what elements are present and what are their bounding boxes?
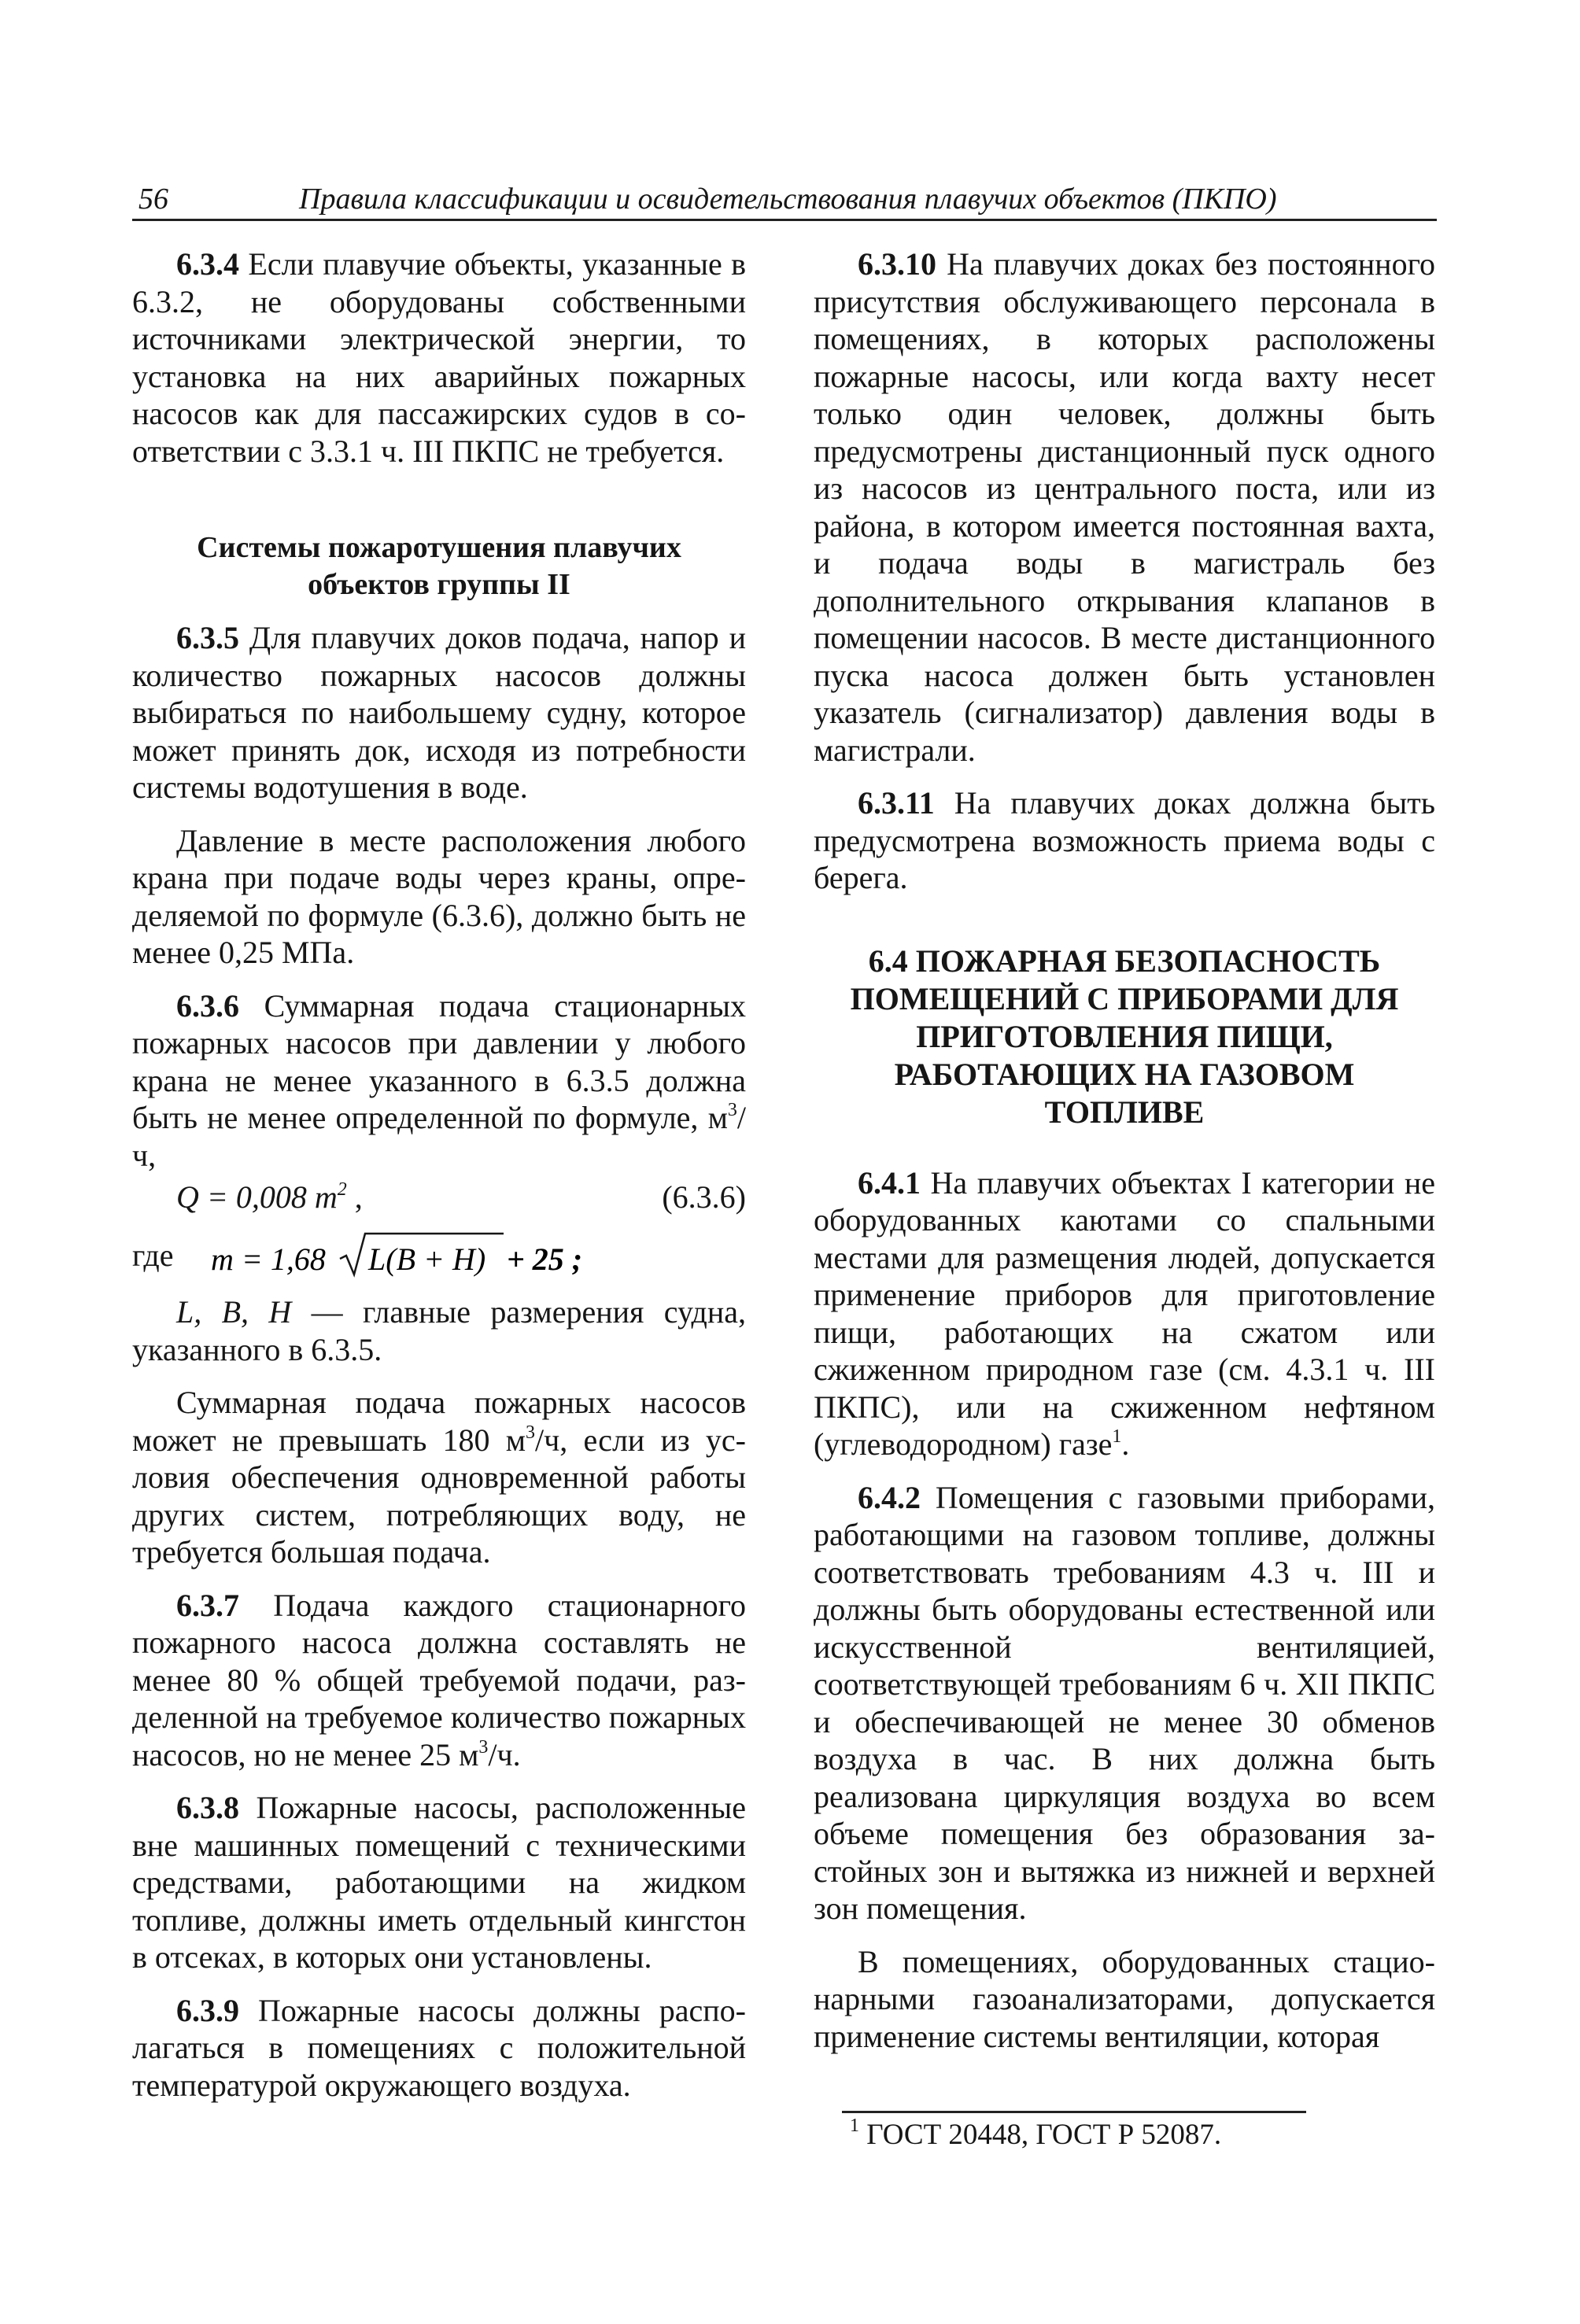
paragraph-6-3-5 — [132, 619, 746, 806]
dimension-vars: L, B, H — [176, 1294, 292, 1330]
subsection-heading: Системы пожаротушения плавучих объектов группы II — [197, 531, 681, 601]
formula-number: (6.3.6) — [662, 1179, 746, 1215]
superscript: 3 — [526, 1422, 536, 1443]
paragraph-6-3-6 — [132, 987, 746, 1175]
paragraph-6-3-9 — [132, 1992, 746, 2105]
paragraph-text: Суммарная подача пожарных насосов может не превышать 180 м — [132, 1385, 746, 1458]
clause-number: 6.3.10 — [858, 246, 936, 282]
section-heading-6-4: 6.4 ПОЖАРНАЯ БЕЗОПАСНОСТЬ ПОМЕЩЕНИЙ С ПРИБОРАМИ ДЛЯ ПРИГОТОВЛЕНИЯ ПИЩИ, РАБОТАЮЩИХ НА ГАЗОВОМ ТОПЛИВЕ — [850, 943, 1399, 1130]
where-label: где — [132, 1238, 174, 1273]
formula-exponent: 2 — [337, 1179, 347, 1200]
paragraph-text: — главные размерения судна, указанного в 6.3.5. — [132, 1294, 746, 1367]
paragraph-6-4-2 — [814, 1479, 1435, 1927]
clause-number: 6.4.1 — [858, 1164, 921, 1201]
m-expression — [211, 1230, 683, 1289]
paragraph-6-3-5-pressure: Давление в месте расположения любого крана при подаче воды через краны, определяемой по формуле (6.3.6), должно быть не менее 0,25 МПа. — [132, 822, 746, 970]
right-column — [814, 245, 1435, 2071]
clause-number: 6.4.2 — [858, 1479, 921, 1515]
footnote — [850, 2118, 1221, 2152]
paragraph-text: Помещения с газовыми приборами, работающими на газовом топливе, должны соответствовать требованиям 4.3 ч. III и должны быть оборудованы естественной или искусственной вентиляцией, соответствующей требованиям 6 ч. XII ПКПС и обеспечивающей не менее 30 обменов воздуха в час. В них должна быть реализована циркуляция воздуха во всем объеме помещения без образования застойных зон и вытяжка из нижней и верхней зон помещения. — [814, 1479, 1435, 1926]
paragraph-text: . — [1121, 1426, 1130, 1462]
paragraph-text: /ч, если из условия обеспечения одновременной работы других систем, потребляющих воду, не требуется большая подача. — [132, 1422, 746, 1570]
formula-left: Q = 0,008 m — [176, 1179, 338, 1215]
paragraph-text: Подача каждого стационарного пожарного насоса должна составлять не менее 80 % общей требуемой подачи, разделенной на требуемое количество пожарных насосов, но не менее 25 м — [132, 1587, 746, 1773]
formula-expression — [176, 1179, 363, 1216]
paragraph-text: Если плавучие объекты, указанные в 6.3.2, не оборудованы собственными источниками электрической энергии, то установка на них аварийных пожарных насосов как для пассажирских судов в соответствии с 3.3.1 ч. III ПКПС не требуется. — [132, 246, 746, 469]
paragraph-text: На плавучих объектах I категории не оборудованных каютами со спальными местами для размещения людей, допускается применение приборов для приготовление пищи, работающих на сжатом или сжиженном природном газе (см. 4.3.1 ч. III ПКПС), или на сжиженном нефтяном (углеводородном) газе — [814, 1164, 1435, 1462]
where-tail: + 25 ; — [507, 1241, 583, 1277]
formula-6-3-6 — [132, 1179, 746, 1223]
footnote-divider — [842, 2111, 1306, 2113]
paragraph-6-3-4 — [132, 245, 746, 470]
superscript: 3 — [478, 1736, 489, 1758]
footnote-text: ГОСТ 20448, ГОСТ Р 52087. — [859, 2119, 1222, 2151]
paragraph-6-4-1 — [814, 1164, 1435, 1463]
clause-number: 6.3.11 — [858, 785, 935, 821]
left-column — [132, 245, 746, 2119]
paragraph-text: Пожарные насосы должны располагаться в помещениях с положительной температурой окружающего воздуха. — [132, 1992, 746, 2103]
paragraph-text: Для плавучих доков подача, напор и количество пожарных насосов должны выбираться по наибольшему судну, которое может принять док, исходя из потребности системы водотушения в воде. — [132, 620, 746, 805]
clause-number: 6.3.7 — [176, 1587, 239, 1623]
clause-number: 6.3.5 — [176, 620, 239, 655]
paragraph-text: /ч. — [488, 1736, 521, 1773]
sqrt-formula — [211, 1230, 683, 1281]
paragraph-total-supply — [132, 1384, 746, 1571]
paragraph-text: На плавучих доках без постоянного присутствия обслуживающего персонала в помещениях, в которых расположены пожарные насосы, или когда вахту несет только один человек, должны быть предусмотрены дистанционный пуск одного из насосов из центрального поста, или из района, в котором имеется постоянная вахта, и подача воды в магистраль без дополнительного открывания клапанов в помещении насосов. В месте дистанционного пуска насоса должен быть установлен указатель (сигнализатор) давления воды в магистрали. — [814, 246, 1435, 768]
paragraph-6-3-7 — [132, 1587, 746, 1774]
paragraph-6-3-8 — [132, 1789, 746, 1976]
formula-right: , — [346, 1179, 363, 1215]
running-title: Правила классификации и освидетельствования плавучих объектов (ПКПО) — [299, 183, 1277, 216]
paragraph-dimensions — [132, 1293, 746, 1368]
paragraph-text: На плавучих доках должна быть предусмотрена возможность приема воды с берега. — [814, 785, 1435, 895]
paragraph-text: Суммарная подача стационарных пожарных насосов при давлении у любого крана не менее указанного в 6.3.5 должна быть не менее определенной по формуле, м — [132, 987, 746, 1135]
formula-where — [132, 1230, 746, 1281]
superscript: 3 — [727, 1100, 737, 1120]
clause-number: 6.3.4 — [176, 246, 239, 282]
paragraph-text: /ч, — [132, 1100, 746, 1173]
paragraph-6-4-2-gas-analyzers: В помещениях, оборудованных стационарными газоанализаторами, допускается применение системы вентиляции, которая — [814, 1943, 1435, 2054]
footnote-reference[interactable]: 1 — [1112, 1426, 1122, 1447]
running-header — [132, 179, 1437, 221]
clause-number: 6.3.8 — [176, 1790, 239, 1825]
page-number: 56 — [138, 183, 168, 216]
paragraph-6-3-11 — [814, 784, 1435, 897]
m-equals: m = 1,68 — [211, 1241, 326, 1277]
footnote-mark: 1 — [850, 2116, 859, 2136]
clause-number: 6.3.9 — [176, 1992, 239, 2028]
paragraph-text: Пожарные насосы, расположенные вне машинных помещений с техническими средствами, работающими на жидком топливе, должны иметь отдельный кингстон в отсеках, в которых они установлены. — [132, 1790, 746, 1975]
sqrt-body: L(B + H) — [368, 1241, 486, 1277]
clause-number: 6.3.6 — [176, 987, 239, 1024]
paragraph-6-3-10 — [814, 245, 1435, 769]
